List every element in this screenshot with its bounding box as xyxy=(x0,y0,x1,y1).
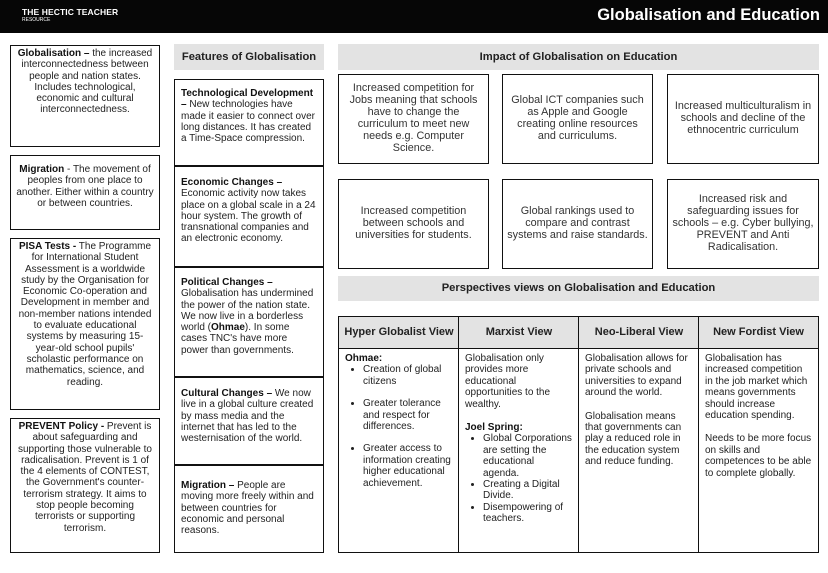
impact-item: Increased risk and safeguarding issues for schools – e.g. Cyber bullying, PREVENT and Anti Radicalisation. xyxy=(667,179,819,269)
cell-new-fordist xyxy=(699,349,818,552)
cell-paragraph: Globalisation has increased competition in the job market which means governments should increase education spending. xyxy=(705,353,808,421)
definition-migration xyxy=(10,155,160,230)
term: Political Changes – xyxy=(181,277,273,288)
impact-item: Global ICT companies such as Apple and Google creating online resources and curriculums. xyxy=(502,74,653,164)
feature-text: People are moving more freely within and between countries for economic and personal reasons. xyxy=(181,480,314,537)
feature-cultural xyxy=(174,377,324,465)
author-name: Ohmae xyxy=(211,322,245,334)
column-header-neo-liberal: Neo-Liberal View xyxy=(579,317,699,349)
list-item: • Greater access to information creating higher educational achievement. xyxy=(363,443,452,489)
definition-text: the increased interconnectedness between people and nation states. Includes technological, economic and cultural interconnectedness. xyxy=(21,48,153,116)
bullet-list xyxy=(465,433,572,524)
perspectives-table xyxy=(338,316,819,553)
list-item: • Creation of global citizens xyxy=(363,364,452,387)
header-bar xyxy=(0,0,828,33)
feature-text-cont: ). In some cases TNC's have more power than governments. xyxy=(181,322,294,356)
term: PREVENT Policy - xyxy=(18,421,105,432)
feature-migration xyxy=(174,465,324,553)
term: Migration xyxy=(19,164,65,175)
term: Cultural Changes – xyxy=(181,388,273,399)
impact-item: Global rankings used to compare and contrast systems and raise standards. xyxy=(502,179,653,269)
feature-text: We now live in a global culture created by mass media and the internet that has led to the westernisation of the world. xyxy=(181,388,314,445)
term: Globalisation – xyxy=(17,48,90,59)
feature-text: Economic activity now takes place on a global scale in a 24 hour system. The growth of transnational companies and an electronic economy. xyxy=(181,188,316,245)
list-item: • Greater tolerance and respect for differences. xyxy=(363,398,452,432)
cell-intro: Globalisation only provides more educational opportunities to the wealthy. xyxy=(465,353,551,410)
term: Migration – xyxy=(181,480,235,491)
cell-neo-liberal xyxy=(579,349,698,552)
brand-subtitle: RESOURCE xyxy=(22,17,51,23)
impact-item: Increased multiculturalism in schools and decline of the ethnocentric curriculum xyxy=(667,74,819,164)
list-item: • Creating a Digital Divide. xyxy=(483,479,572,502)
term: Technological Development – xyxy=(181,88,314,111)
definition-pisa xyxy=(10,238,160,410)
list-item: • Disempowering of teachers. xyxy=(483,502,572,525)
impact-item: Increased competition for Jobs meaning that schools have to change the curriculum to meet new needs e.g. Computer Science. xyxy=(338,74,489,164)
cell-paragraph: Needs to be more focus on skills and competences to be able to complete globally. xyxy=(705,433,812,479)
cell-marxist xyxy=(459,349,578,552)
feature-text: Globalisation has undermined the power of the nation state. We now live in a borderless world ( xyxy=(181,288,314,334)
column-header-new-fordist: New Fordist View xyxy=(699,317,818,349)
feature-technological xyxy=(174,79,324,166)
definition-text: - The movement of peoples from one place to another. Either within a country or between countries. xyxy=(16,164,154,209)
feature-text: New technologies have made it easier to connect over long distances. It has created a Time-Space compression. xyxy=(181,99,315,145)
cell-lead: Joel Spring: xyxy=(465,421,523,433)
features-heading: Features of Globalisation xyxy=(174,44,324,70)
cell-paragraph: Globalisation means that governments can play a reduced role in the education system and reduce funding. xyxy=(585,410,682,468)
cell-lead: Ohmae: xyxy=(345,353,383,364)
column-header-marxist: Marxist View xyxy=(459,317,579,349)
bullet-list xyxy=(345,364,452,489)
feature-economic xyxy=(174,166,324,267)
definition-text: The Programme for International Student Assessment is a worldwide study by the Organisation for Economic Co-operation and Development in member and non-member nations intended to evaluate educational systems by measuring 15-year-old school pupils' scholastic performance on mathematics, science, and reading. xyxy=(18,241,152,388)
feature-political xyxy=(174,267,324,377)
impact-item: Increased competition between schools and universities for students. xyxy=(338,179,489,269)
page-title: Globalisation and Education xyxy=(597,6,820,24)
definition-prevent xyxy=(10,418,160,553)
brand-name: THE HECTIC TEACHER xyxy=(22,7,119,17)
term: Economic Changes – xyxy=(181,177,283,188)
cell-hyper-globalist xyxy=(339,349,458,552)
column-header-hyper-globalist: Hyper Globalist View xyxy=(339,317,459,349)
definition-text: Prevent is about safeguarding and supporting those vulnerable to radicalisation. Prevent is 1 of the 4 elements of CONTEST, the Government's counter-terrorism strategy. It aims to stop people becoming terrorists or supporting terrorism. xyxy=(18,421,152,534)
term: PISA Tests - xyxy=(18,241,77,252)
list-item: • Global Corporations are setting the educational agenda. xyxy=(483,433,572,479)
perspectives-heading: Perspectives views on Globalisation and Education xyxy=(338,276,819,301)
definition-globalisation xyxy=(10,45,160,147)
cell-paragraph: Globalisation allows for private schools and universities to expand around the world. xyxy=(585,353,688,399)
impact-heading: Impact of Globalisation on Education xyxy=(338,44,819,70)
